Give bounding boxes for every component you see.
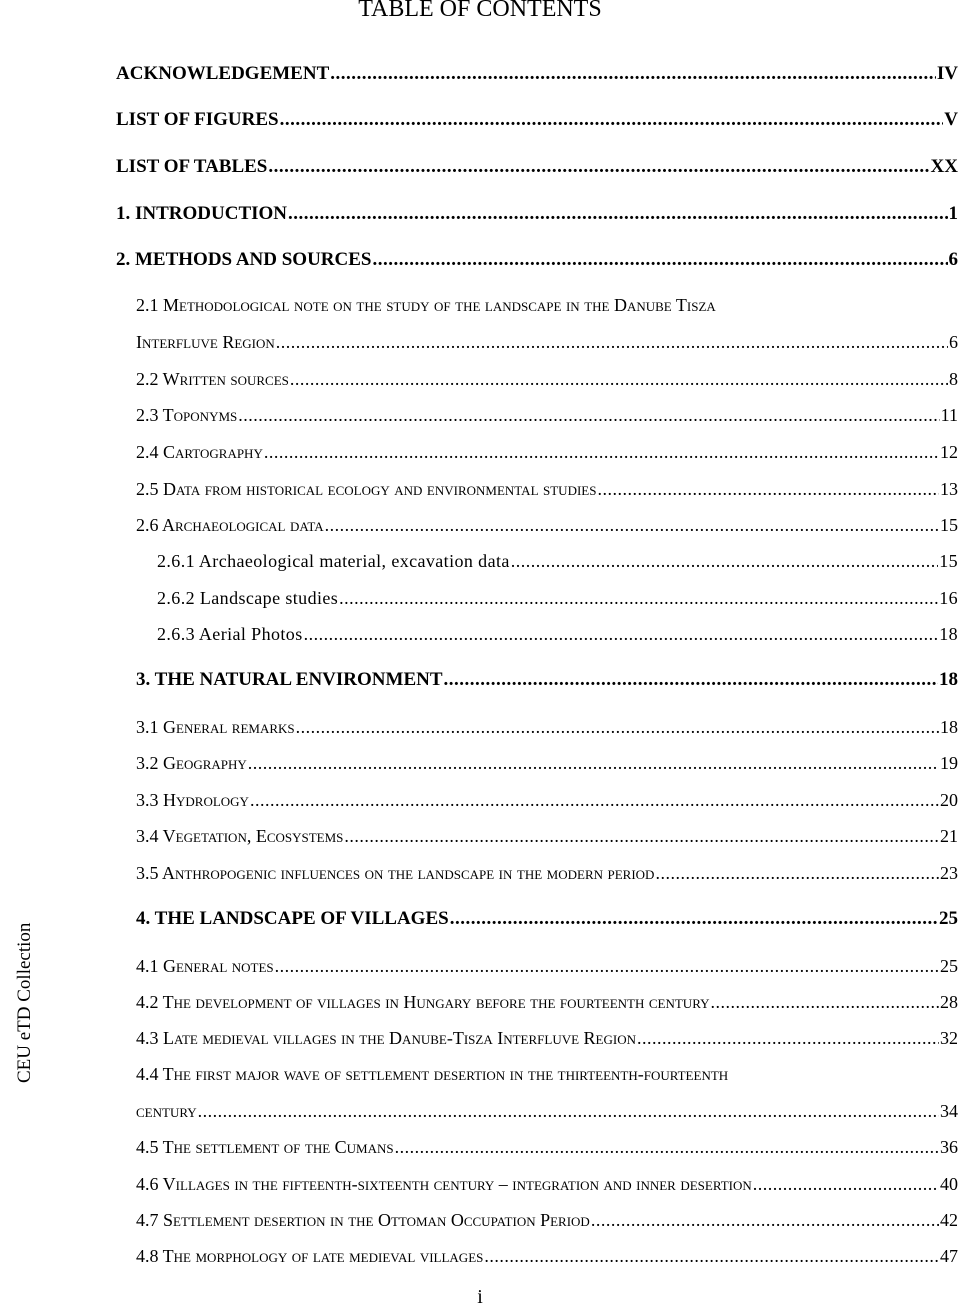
leader-dots	[373, 250, 948, 270]
toc-entry-page: XX	[930, 156, 958, 177]
leader-dots	[290, 369, 948, 389]
toc-entry-label: 2.4 Cartography	[136, 442, 263, 462]
toc-entry-label: 4.5 The settlement of the Cumans	[136, 1137, 394, 1157]
leader-dots	[325, 515, 939, 535]
toc-entry-label: 3.2 Geography	[136, 753, 247, 773]
toc-entry-general-notes[interactable]	[136, 950, 958, 976]
toc-entry-page: 18	[940, 717, 958, 737]
toc-entry-cartography[interactable]	[136, 436, 958, 462]
toc-entry-page: 16	[939, 588, 958, 608]
toc-entry-label[interactable]: 2.1 Methodological note on the study of the landscape in the Danube Tisza	[136, 295, 716, 315]
toc-entry-page: 18	[939, 624, 958, 644]
toc-entry-page: 47	[940, 1246, 958, 1266]
toc-entry-page: 1	[948, 203, 958, 224]
toc-entry-label: 2.5 Data from historical ecology and environmental studies	[136, 479, 597, 499]
toc-entry-page: 42	[940, 1210, 958, 1230]
toc-entry-label: 4.8 The morphology of late medieval villages	[136, 1246, 484, 1266]
toc-entry-page: 15	[940, 515, 958, 535]
leader-dots	[264, 442, 939, 462]
leader-dots	[344, 826, 939, 846]
toc-entry-label: ACKNOWLEDGEMENT	[116, 63, 330, 84]
leader-dots	[304, 624, 939, 644]
toc-entry-label: 2.6.2 Landscape studies	[157, 588, 339, 608]
toc-entry-label: 2.6.3 Aerial Photos	[157, 624, 303, 644]
leader-dots	[280, 110, 944, 130]
toc-entry-archaeological-data[interactable]	[136, 509, 958, 535]
toc-entry-page: 25	[940, 956, 958, 976]
toc-entry-page: 6	[949, 332, 958, 352]
toc-entry-label: 2. METHODS AND SOURCES	[116, 249, 372, 270]
toc-entry-list-of-figures[interactable]	[116, 104, 958, 130]
toc-entry-landscape-of-villages[interactable]	[136, 903, 958, 929]
leader-dots	[238, 405, 939, 425]
toc-entry-geography[interactable]	[136, 747, 958, 773]
toc-entry-label: 4.1 General notes	[136, 956, 274, 976]
toc-entry-introduction[interactable]	[116, 198, 958, 224]
toc-entry-label: LIST OF TABLES	[116, 156, 268, 177]
toc-entry-landscape-studies[interactable]	[157, 582, 958, 608]
toc-entry-interfluve-region[interactable]	[136, 326, 958, 352]
toc-entry-label: 4.7 Settlement desertion in the Ottoman Occupation Period	[136, 1210, 590, 1230]
toc-entry-page: 11	[940, 405, 958, 425]
toc-entry-label: 4. THE LANDSCAPE OF VILLAGES	[136, 908, 449, 929]
leader-dots	[198, 1101, 939, 1121]
page-number: i	[477, 1286, 483, 1308]
leader-dots	[276, 332, 948, 352]
toc-entry-label: century	[136, 1101, 197, 1121]
leader-dots	[591, 1210, 939, 1230]
toc-entry-settlement-of-cumans[interactable]	[136, 1131, 958, 1157]
toc-entry-label: 2.6 Archaeological data	[136, 515, 324, 535]
toc-entry-label: 4.3 Late medieval villages in the Danube-Tisza Interfluve Region	[136, 1028, 636, 1048]
toc-entry-page: 8	[949, 369, 958, 389]
toc-entry-acknowledgement[interactable]	[116, 58, 958, 84]
toc-entry-century[interactable]	[136, 1095, 958, 1121]
leader-dots	[484, 1246, 939, 1266]
toc-entry-page: V	[944, 109, 958, 130]
toc-entry-label: 1. INTRODUCTION	[116, 203, 288, 224]
toc-entry-page: 21	[940, 826, 958, 846]
toc-entry-natural-environment[interactable]	[136, 664, 958, 690]
toc-entry-vegetation[interactable]	[136, 820, 958, 846]
toc-entry-label: 3.5 Anthropogenic influences on the landscape in the modern period	[136, 863, 655, 883]
toc-entry-label: 2.2 Written sources	[136, 369, 289, 389]
toc-entry-historical-ecology[interactable]	[136, 473, 958, 499]
toc-entry-page: 20	[940, 790, 958, 810]
toc-entry-page: 40	[940, 1174, 958, 1194]
toc-entry-page: 36	[940, 1137, 958, 1157]
toc-entry-page: 34	[940, 1101, 958, 1121]
toc-entry-page: 13	[940, 479, 958, 499]
leader-dots	[330, 64, 936, 84]
toc-entry-label: 2.6.1 Archaeological material, excavation data	[157, 551, 510, 571]
toc-entry-page: 18	[939, 669, 958, 690]
toc-entry-label: 3.4 Vegetation, Ecosystems	[136, 826, 344, 846]
toc-entry-page: 12	[940, 442, 958, 462]
leader-dots	[275, 956, 939, 976]
leader-dots	[395, 1137, 939, 1157]
toc-entry-label[interactable]: 4.4 The first major wave of settlement desertion in the thirteenth-fourteenth	[136, 1064, 729, 1084]
leader-dots	[288, 204, 947, 224]
toc-entry-archaeological-material[interactable]	[157, 545, 958, 571]
toc-entry-label: Interfluve Region	[136, 332, 275, 352]
leader-dots	[444, 670, 938, 690]
toc-entry-hydrology[interactable]	[136, 784, 958, 810]
toc-entry-aerial-photos[interactable]	[157, 618, 958, 644]
toc-entry-label: 4.2 The development of villages in Hungary before the fourteenth century	[136, 992, 710, 1012]
leader-dots	[655, 863, 939, 883]
toc-entry-page: 28	[940, 992, 958, 1012]
toc-entry-anthropogenic-influences[interactable]	[136, 857, 958, 883]
toc-entry-label: 3. THE NATURAL ENVIRONMENT	[136, 669, 443, 690]
leader-dots	[511, 551, 938, 571]
leader-dots	[250, 790, 939, 810]
leader-dots	[753, 1174, 939, 1194]
collection-watermark: CEU eTD Collection	[14, 922, 35, 1083]
leader-dots	[248, 753, 939, 773]
toc-entry-methods-and-sources[interactable]	[116, 244, 958, 270]
toc-entry-written-sources[interactable]	[136, 363, 958, 389]
toc-entry-page: 6	[948, 249, 958, 270]
toc-entry-toponyms[interactable]	[136, 399, 958, 425]
leader-dots	[339, 588, 938, 608]
toc-entry-label: LIST OF FIGURES	[116, 109, 279, 130]
toc-entry-page: 32	[940, 1028, 958, 1048]
leader-dots	[450, 909, 938, 929]
leader-dots	[637, 1028, 939, 1048]
toc-entry-label: 3.3 Hydrology	[136, 790, 249, 810]
toc-entry-page: 19	[940, 753, 958, 773]
toc-entry-fifteenth-sixteenth-century[interactable]	[136, 1168, 958, 1194]
toc-entry-label: 2.3 Toponyms	[136, 405, 238, 425]
toc-entry-general-remarks[interactable]	[136, 711, 958, 737]
toc-entry-label: 4.6 Villages in the fifteenth-sixteenth century – integration and inner desertion	[136, 1174, 752, 1194]
toc-entry-list-of-tables[interactable]	[116, 151, 958, 177]
toc-entry-ottoman-occupation[interactable]	[136, 1204, 958, 1230]
toc-entry-development-of-villages[interactable]	[136, 986, 958, 1012]
toc-entry-page: 25	[939, 908, 958, 929]
leader-dots	[597, 479, 939, 499]
leader-dots	[268, 157, 929, 177]
toc-entry-late-medieval-villages[interactable]	[136, 1022, 958, 1048]
leader-dots	[711, 992, 939, 1012]
toc-entry-page: 15	[939, 551, 958, 571]
toc-entry-page: IV	[936, 63, 958, 84]
page-title: TABLE OF CONTENTS	[358, 0, 602, 22]
toc-entry-morphology-of-villages[interactable]	[136, 1240, 958, 1266]
toc-entry-page: 23	[940, 863, 958, 883]
toc-entry-label: 3.1 General remarks	[136, 717, 295, 737]
leader-dots	[296, 717, 939, 737]
